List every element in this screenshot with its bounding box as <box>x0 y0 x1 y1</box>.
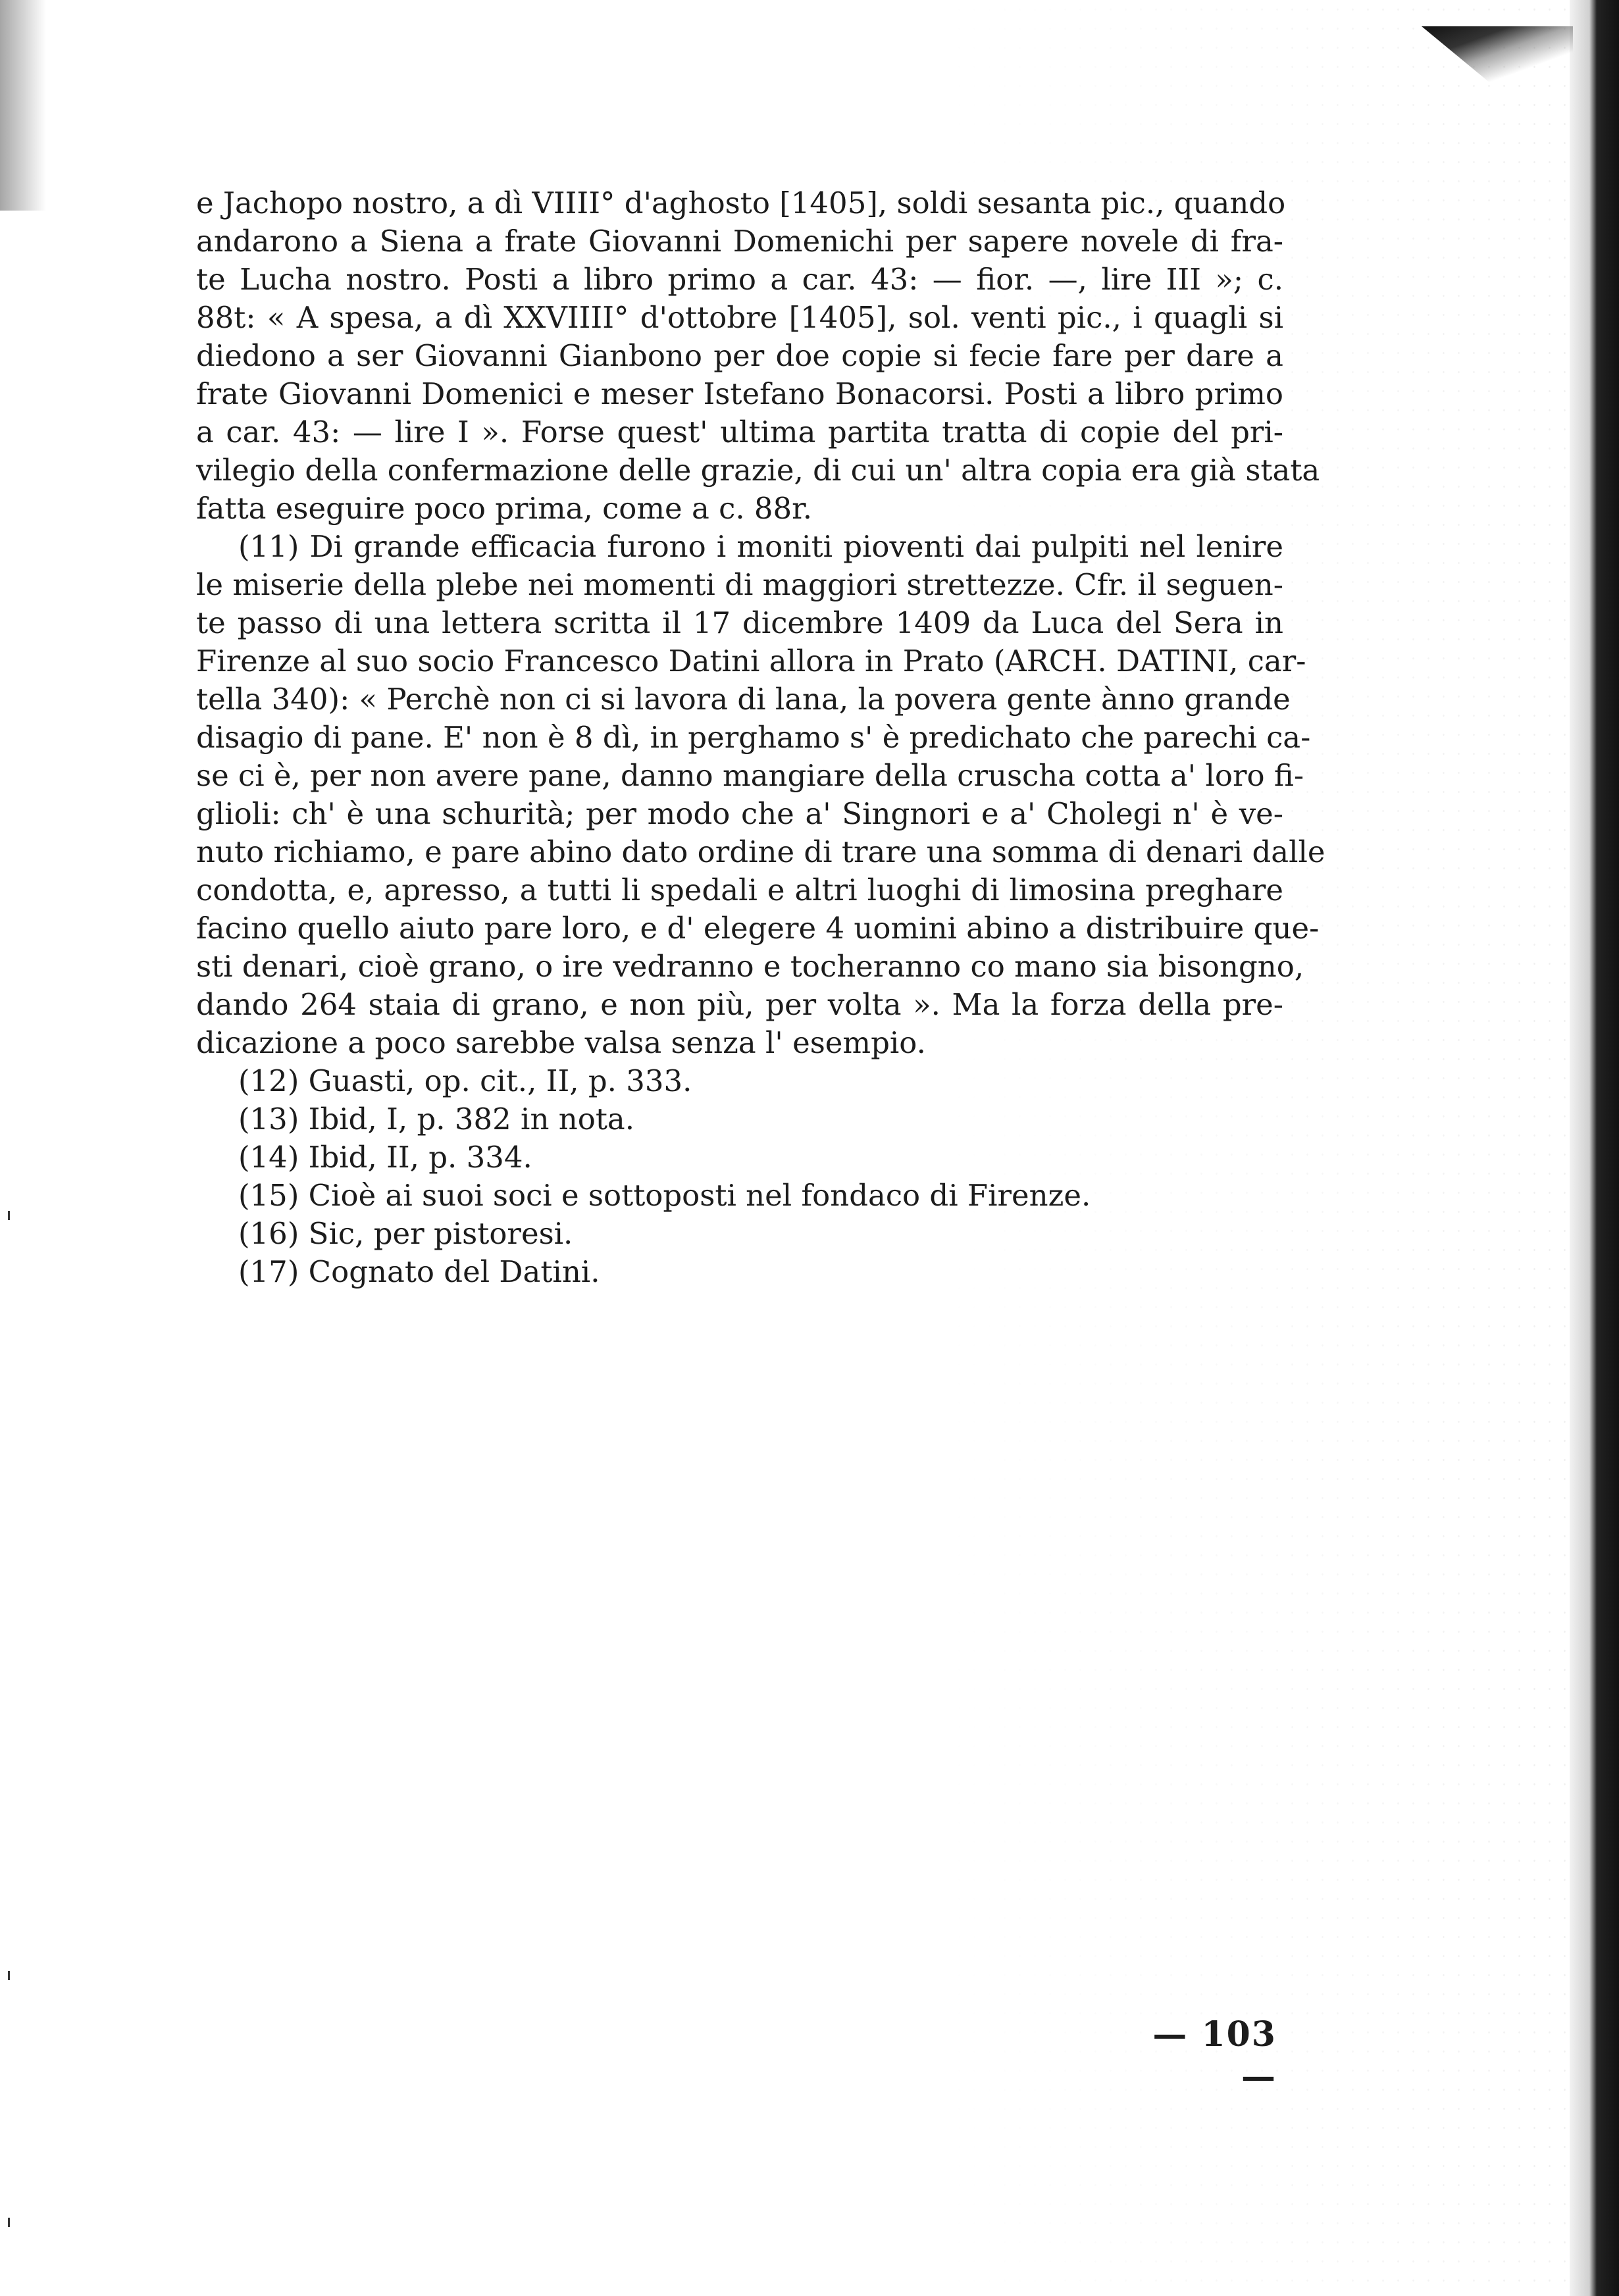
scan-margin-mark <box>8 1211 15 1220</box>
text-line: a car. 43: — lire I ». Forse quest' ultima partita tratta di copie del pri- <box>196 415 1283 449</box>
text-line: condotta, e, apresso, a tutti li spedali e altri luoghi di limosina preghare <box>196 873 1283 907</box>
note-11 <box>196 528 1325 1062</box>
footnote-16: (16) Sic, per pistoresi. <box>238 1216 573 1251</box>
short-footnotes <box>196 1062 1283 1291</box>
text-line: glioli: ch' è una schurità; per modo che a' Singnori e a' Cholegi n' è ve- <box>196 796 1283 831</box>
text-line: facino quello aiuto pare loro, e d' elegere 4 uomini abino a distribuire que- <box>196 911 1320 946</box>
text-line: vilegio della confermazione delle grazie, di cui un' altra copia era già stata <box>196 453 1320 488</box>
scan-left-edge-shadow <box>0 0 46 211</box>
text-line: diedono a ser Giovanni Gianbono per doe copie si fecie fare per dare a <box>196 338 1283 373</box>
endnotes-block <box>196 184 1325 1291</box>
text-line: te passo di una lettera scritta il 17 dicembre 1409 da Luca del Sera in <box>196 605 1283 640</box>
note-10-continuation <box>196 184 1320 528</box>
scan-margin-mark <box>8 1971 15 1980</box>
text-line: Firenze al suo socio Francesco Datini allora in Prato (ARCH. DATINI, car- <box>196 644 1306 678</box>
page-number: — 103 — <box>1152 2014 1277 2097</box>
scan-margin-mark <box>8 2218 15 2227</box>
text-line: dando 264 staia di grano, e non più, per volta ». Ma la forza della pre- <box>196 987 1283 1022</box>
text-line: e Jachopo nostro, a dì VIIII° d'aghosto [1405], soldi sesanta pic., quando <box>196 186 1286 220</box>
text-line: sti denari, cioè grano, o ire vedranno e tocheranno co mano sia bisongno, <box>196 949 1304 984</box>
text-line: dicazione a poco sarebbe valsa senza l' esempio. <box>196 1025 926 1060</box>
text-line: fatta eseguire poco prima, come a c. 88r. <box>196 491 813 526</box>
text-line: tella 340): « Perchè non ci si lavora di lana, la povera gente ànno grande <box>196 682 1291 717</box>
text-line: se ci è, per non avere pane, danno mangiare della cruscha cotta a' loro fi- <box>196 758 1304 793</box>
footnote-12: (12) Guasti, op. cit., II, p. 333. <box>238 1063 692 1098</box>
scan-right-edge-shadow <box>1570 0 1619 2296</box>
text-line: nuto richiamo, e pare abino dato ordine di trare una somma di denari dalle <box>196 834 1325 869</box>
text-line: (11) Di grande efficacia furono i moniti pioventi dai pulpiti nel lenire <box>238 529 1283 564</box>
footnote-17: (17) Cognato del Datini. <box>238 1254 600 1289</box>
text-line: 88t: « A spesa, a dì XXVIIII° d'ottobre [1405], sol. venti pic., i quagli si <box>196 300 1283 335</box>
text-line: frate Giovanni Domenici e meser Istefano Bonacorsi. Posti a libro primo <box>196 376 1283 411</box>
text-line: andarono a Siena a frate Giovanni Domenichi per sapere novele di fra- <box>196 224 1283 259</box>
footnote-15: (15) Cioè ai suoi soci e sottoposti nel fondaco di Firenze. <box>238 1178 1091 1213</box>
text-line: le miserie della plebe nei momenti di maggiori strettezze. Cfr. il seguen- <box>196 567 1283 602</box>
text-line: te Lucha nostro. Posti a libro primo a car. 43: — fior. —, lire III »; c. <box>196 262 1283 297</box>
footnote-13: (13) Ibid, I, p. 382 in nota. <box>238 1102 635 1136</box>
footnote-14: (14) Ibid, II, p. 334. <box>238 1140 532 1175</box>
text-line: disagio di pane. E' non è 8 dì, in perghamo s' è predichato che parechi ca- <box>196 720 1311 755</box>
